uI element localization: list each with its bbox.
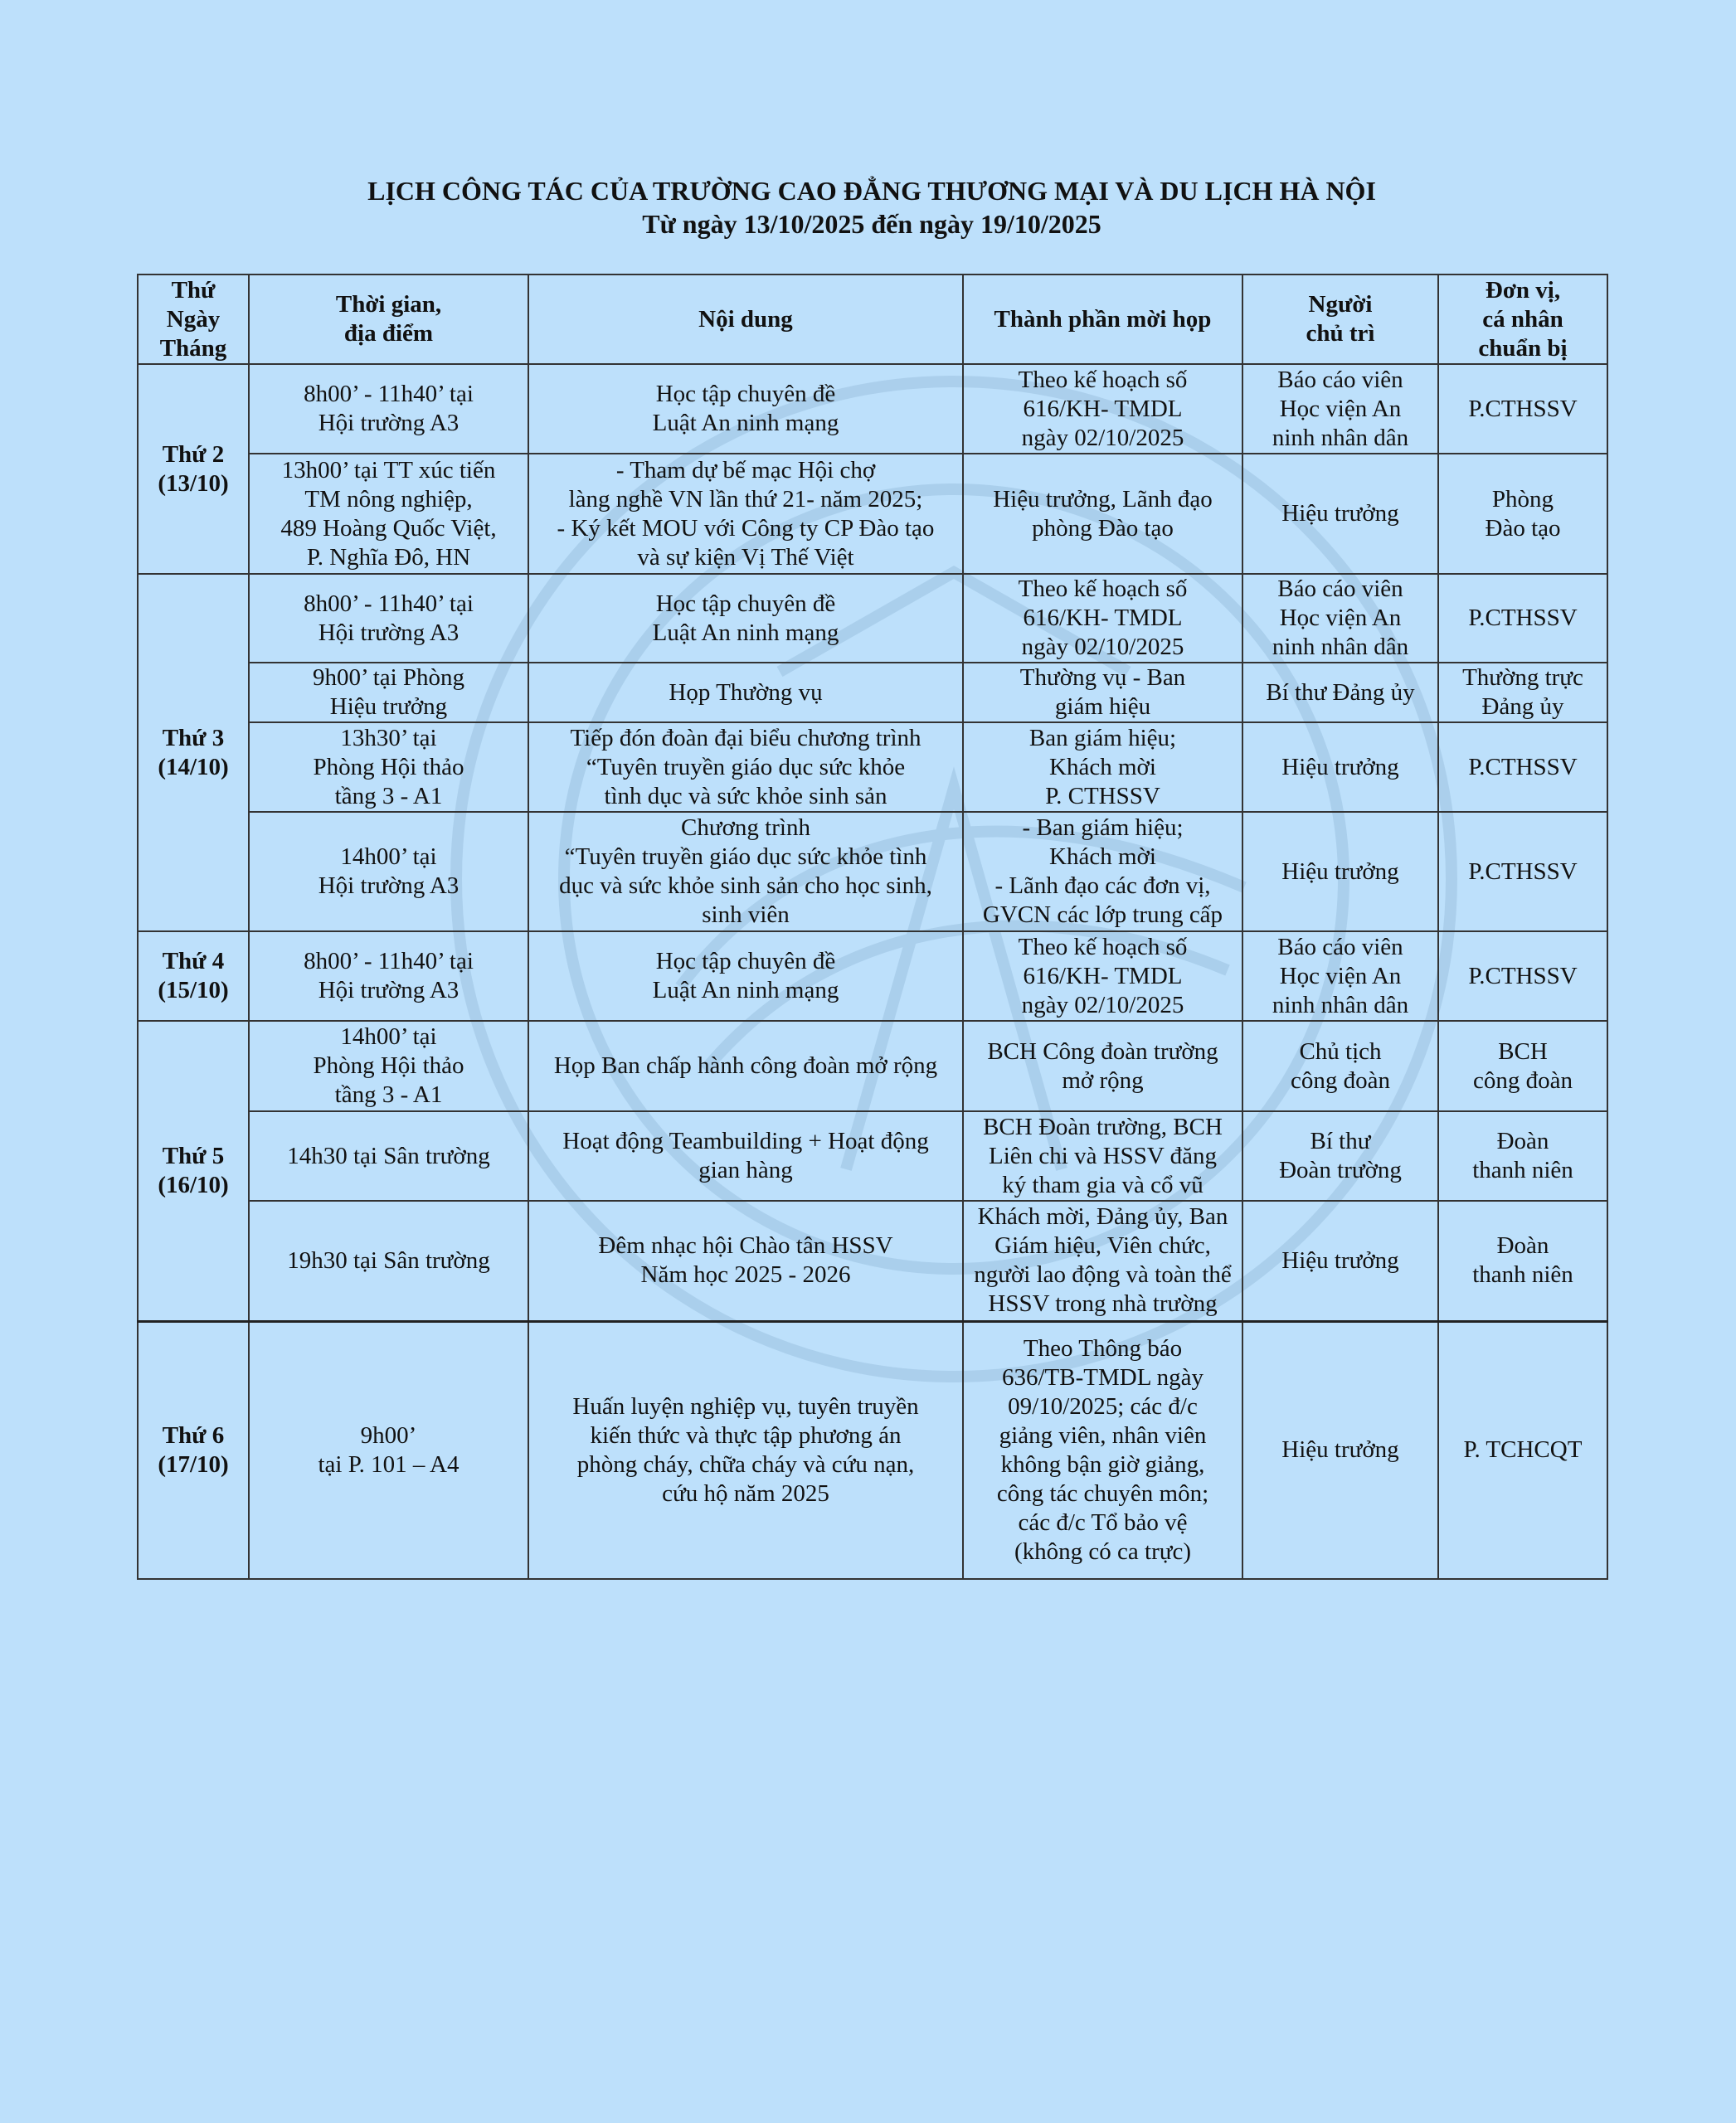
content-cell [528,931,963,1021]
cell-line: Theo kế hoạch số [1018,366,1188,393]
table-row [138,812,1607,931]
cell-line: Họp Ban chấp hành công đoàn mở rộng [553,1052,938,1079]
prep-cell [1438,663,1607,722]
cell-line: Hội trường A3 [318,410,460,436]
participants-cell [963,1021,1242,1111]
cell-line: và sự kiện Vị Thế Việt [637,543,854,571]
cell-line: cá nhân [1482,305,1563,333]
cell-line: người lao động và toàn thể [974,1261,1232,1289]
cell-line: 616/KH- TMDL [1023,962,1183,989]
cell-line: P.CTHSSV [1468,605,1578,631]
host-cell [1242,1111,1438,1201]
cell-line: phòng cháy, chữa cháy và cứu nạn, [576,1450,915,1478]
col-prep-header [1438,274,1607,364]
participants-cell [963,1201,1242,1321]
cell-line: Thành phần mời họp [994,305,1212,333]
cell-line: 14h00’ tại [340,843,437,870]
cell-line: Nội dung [698,305,793,333]
table-row [138,454,1607,574]
table-header-row [138,274,1607,364]
cell-line: Luật An ninh mạng [652,977,839,1003]
cell-line: Phòng Hội thảo [313,1052,464,1079]
cell-line: Thời gian, [335,291,442,318]
prep-cell [1438,1021,1607,1111]
table-row [138,574,1607,663]
day-cell [138,364,249,574]
cell-line: ngày 02/10/2025 [1021,634,1184,660]
cell-line: Thứ 6 [162,1421,225,1449]
cell-line: Tháng [159,334,227,362]
cell-line: Tiếp đón đoàn đại biểu chương trình [570,724,921,751]
cell-line: P.CTHSSV [1468,962,1578,989]
cell-line: sinh viên [702,901,790,928]
cell-line: P.CTHSSV [1468,395,1578,422]
time-cell [249,812,528,931]
day-cell [138,1321,249,1579]
cell-line: Phòng Hội thảo [313,753,464,780]
cell-line: Hiệu trưởng [329,693,448,720]
cell-line: 13h00’ tại TT xúc tiến [281,456,496,483]
cell-line: Ban giám hiệu; [1028,724,1177,751]
cell-line: Đào tạo [1485,514,1561,542]
cell-line: Huấn luyện nghiệp vụ, tuyên truyền [572,1392,919,1420]
cell-line: BCH Công đoàn trường [987,1037,1218,1065]
cell-line: ký tham gia và cổ vũ [1002,1171,1204,1198]
cell-line: Theo kế hoạch số [1018,933,1188,960]
cell-line: tình dục và sức khỏe sinh sản [604,782,887,809]
cell-line: Báo cáo viên [1277,366,1403,393]
cell-line: Luật An ninh mạng [652,619,839,646]
cell-line: P. TCHCQT [1463,1436,1583,1464]
host-cell [1242,663,1438,722]
cell-line: P.CTHSSV [1468,857,1578,885]
time-cell [249,454,528,574]
cell-line: thanh niên [1472,1261,1573,1289]
content-cell [528,722,963,812]
cell-line: Hội trường A3 [318,872,460,899]
cell-line: Học viện An [1279,395,1402,422]
table-row [138,722,1607,812]
cell-line: (14/10) [158,753,229,780]
prep-cell [1438,454,1607,574]
cell-line: kiến thức và thực tập phương án [590,1421,902,1449]
content-cell [528,454,963,574]
cell-line: “Tuyên truyền giáo dục sức khỏe [586,753,906,780]
time-cell [249,1021,528,1111]
cell-line: Hiệu trưởng [1281,1436,1399,1464]
table-row [138,1021,1607,1111]
time-cell [249,931,528,1021]
cell-line: Báo cáo viên [1277,933,1403,960]
cell-line: Hiệu trưởng [1281,753,1399,780]
content-cell [528,1321,963,1579]
host-cell [1242,722,1438,812]
cell-line: Thứ 5 [162,1142,225,1169]
cell-line: 13h30’ tại [340,724,437,751]
cell-line: Khách mời [1049,753,1156,780]
day-cell [138,1021,249,1321]
time-cell [249,1201,528,1321]
cell-line: “Tuyên truyền giáo dục sức khỏe tình [564,843,927,870]
cell-line: (16/10) [158,1171,229,1198]
content-cell [528,1021,963,1111]
cell-line: (15/10) [158,977,229,1003]
time-cell [249,574,528,663]
cell-line: giảng viên, nhân viên [999,1421,1207,1449]
prep-cell [1438,1201,1607,1321]
cell-line: công tác chuyên môn; [996,1479,1209,1507]
col-host-header [1242,274,1438,364]
cell-line: Thường trực [1462,664,1583,691]
cell-line: dục và sức khỏe sinh sản cho học sinh, [559,872,932,899]
cell-line: 9h00’ [360,1421,417,1449]
cell-line: Năm học 2025 - 2026 [640,1261,851,1289]
time-cell [249,1111,528,1201]
day-cell [138,574,249,931]
participants-cell [963,454,1242,574]
prep-cell [1438,1111,1607,1201]
content-cell [528,812,963,931]
cell-line: Luật An ninh mạng [652,410,839,436]
cell-line: Chương trình [681,814,810,841]
prep-cell [1438,1321,1607,1579]
cell-line: chuẩn bị [1478,334,1568,362]
cell-line: BCH [1498,1037,1548,1065]
host-cell [1242,364,1438,454]
cell-line: Liên chi và HSSV đăng [989,1142,1217,1169]
content-cell [528,574,963,663]
cell-line: GVCN các lớp trung cấp [982,901,1223,928]
cell-line: chủ trì [1306,320,1375,347]
prep-cell [1438,722,1607,812]
cell-line: Đoàn [1496,1128,1549,1154]
cell-line: Đoàn [1496,1232,1549,1260]
cell-line: Học tập chuyên đề [655,381,836,407]
participants-cell [963,812,1242,931]
cell-line: (13/10) [158,469,229,497]
cell-line: mở rộng [1062,1066,1144,1094]
cell-line: Hiệu trưởng, Lãnh đạo [993,485,1213,513]
host-cell [1242,931,1438,1021]
cell-line: phòng Đào tạo [1032,514,1174,542]
cell-line: Bí thư Đảng ủy [1266,678,1415,706]
cell-line: Hiệu trưởng [1281,500,1399,527]
prep-cell [1438,574,1607,663]
col-participants-header [963,274,1242,364]
cell-line: Hội trường A3 [318,619,460,646]
cell-line: các đ/c Tổ bảo vệ [1018,1508,1188,1536]
cell-line: Khách mời [1049,843,1156,870]
cell-line: Thứ 4 [162,948,225,974]
cell-line: Thứ [171,276,216,304]
cell-line: tại P. 101 – A4 [318,1450,460,1478]
participants-cell [963,663,1242,722]
cell-line: Thường vụ - Ban [1019,664,1186,691]
cell-line: Ngày [166,305,221,333]
table-row [138,1111,1607,1201]
participants-cell [963,931,1242,1021]
cell-line: thanh niên [1472,1157,1573,1183]
participants-cell [963,1111,1242,1201]
cell-line: 14h30 tại Sân trường [287,1142,490,1169]
cell-line: 616/KH- TMDL [1023,605,1183,631]
cell-line: - Lãnh đạo các đơn vị, [994,872,1211,899]
cell-line: làng nghề VN lần thứ 21- năm 2025; [568,485,923,513]
cell-line: BCH Đoàn trường, BCH [983,1113,1223,1140]
cell-line: P.CTHSSV [1468,753,1578,780]
cell-line: ngày 02/10/2025 [1021,424,1184,451]
cell-line: - Ký kết MOU với Công ty CP Đào tạo [557,514,935,542]
prep-cell [1438,812,1607,931]
table-row [138,364,1607,454]
cell-line: Đoàn trường [1279,1157,1402,1183]
day-cell [138,931,249,1021]
content-cell [528,1201,963,1321]
cell-line: ngày 02/10/2025 [1021,991,1184,1018]
cell-line: tầng 3 - A1 [334,1081,443,1108]
cell-line: gian hàng [698,1157,793,1183]
host-cell [1242,1321,1438,1579]
cell-line: 8h00’ - 11h40’ tại [304,590,474,617]
cell-line: - Ban giám hiệu; [1022,814,1184,841]
participants-cell [963,364,1242,454]
time-cell [249,1321,528,1579]
cell-line: Phòng [1491,485,1554,513]
time-cell [249,364,528,454]
cell-line: Chủ tịch [1299,1037,1382,1065]
host-cell [1242,812,1438,931]
cell-line: P. CTHSSV [1045,782,1160,809]
schedule-table [137,274,1608,1580]
prep-cell [1438,364,1607,454]
cell-line: Theo kế hoạch số [1018,576,1188,602]
cell-line: 636/TB-TMDL ngày [1002,1363,1204,1391]
cell-line: Hiệu trưởng [1281,1246,1399,1274]
cell-line: Người [1308,291,1373,318]
table-row [138,931,1607,1021]
time-cell [249,722,528,812]
prep-cell [1438,931,1607,1021]
cell-line: 8h00’ - 11h40’ tại [304,948,474,974]
content-cell [528,1111,963,1201]
cell-line: Học viện An [1279,962,1402,989]
cell-line: ninh nhân dân [1272,991,1409,1018]
cell-line: 9h00’ tại Phòng [312,664,465,691]
content-cell [528,663,963,722]
cell-line: Theo Thông báo [1023,1334,1183,1362]
cell-line: cứu hộ năm 2025 [662,1479,829,1507]
cell-line: Hiệu trưởng [1281,857,1399,885]
host-cell [1242,1021,1438,1111]
cell-line: ninh nhân dân [1272,424,1409,451]
cell-line: Giám hiệu, Viên chức, [994,1232,1211,1260]
cell-line: Khách mời, Đảng ủy, Ban [977,1203,1228,1231]
table-row [138,1321,1607,1579]
host-cell [1242,454,1438,574]
host-cell [1242,1201,1438,1321]
cell-line: ninh nhân dân [1272,634,1409,660]
cell-line: Học tập chuyên đề [655,590,836,617]
cell-line: Đảng ủy [1481,693,1564,720]
participants-cell [963,574,1242,663]
cell-line: địa điểm [343,320,434,347]
schedule-page [137,174,1607,1565]
cell-line: Học viện An [1279,605,1402,631]
cell-line: 616/KH- TMDL [1023,395,1183,422]
cell-line: Bí thư [1310,1128,1371,1154]
cell-line: 19h30 tại Sân trường [287,1246,490,1274]
page-subtitle: Từ ngày 13/10/2025 đến ngày 19/10/2025 [642,209,1101,239]
cell-line: Học tập chuyên đề [655,948,836,974]
cell-line: HSSV trong nhà trường [988,1290,1218,1318]
cell-line: 14h00’ tại [340,1023,437,1050]
col-content-header [528,274,963,364]
col-time-header [249,274,528,364]
participants-cell [963,1321,1242,1579]
cell-line: Đêm nhạc hội Chào tân HSSV [598,1232,893,1260]
cell-line: Hội trường A3 [318,977,460,1003]
cell-line: Hoạt động Teambuilding + Hoạt động [562,1128,929,1154]
cell-line: 09/10/2025; các đ/c [1008,1392,1198,1420]
cell-line: không bận giờ giảng, [1000,1450,1205,1478]
cell-line: Đơn vị, [1485,276,1561,304]
host-cell [1242,574,1438,663]
cell-line: Thứ 3 [162,724,225,751]
content-cell [528,364,963,454]
cell-line: Thứ 2 [162,440,225,468]
time-cell [249,663,528,722]
table-row [138,1201,1607,1321]
col-day-header [138,274,249,364]
cell-line: 489 Hoàng Quốc Việt, [280,514,497,542]
cell-line: - Tham dự bế mạc Hội chợ [615,456,876,483]
cell-line: tầng 3 - A1 [334,782,443,809]
cell-line: công đoàn [1291,1066,1390,1094]
cell-line: TM nông nghiệp, [304,485,473,513]
cell-line: Họp Thường vụ [669,678,823,706]
cell-line: 8h00’ - 11h40’ tại [304,381,474,407]
cell-line: (17/10) [158,1450,229,1478]
cell-line: giám hiệu [1054,693,1151,720]
participants-cell [963,722,1242,812]
table-row [138,663,1607,722]
cell-line: Báo cáo viên [1277,576,1403,602]
page-title: LỊCH CÔNG TÁC CỦA TRƯỜNG CAO ĐẲNG THƯƠNG MẠI VÀ DU LỊCH HÀ NỘI [367,176,1376,206]
cell-line: P. Nghĩa Đô, HN [306,543,471,571]
cell-line: (không có ca trực) [1014,1538,1191,1565]
cell-line: công đoàn [1473,1066,1573,1094]
